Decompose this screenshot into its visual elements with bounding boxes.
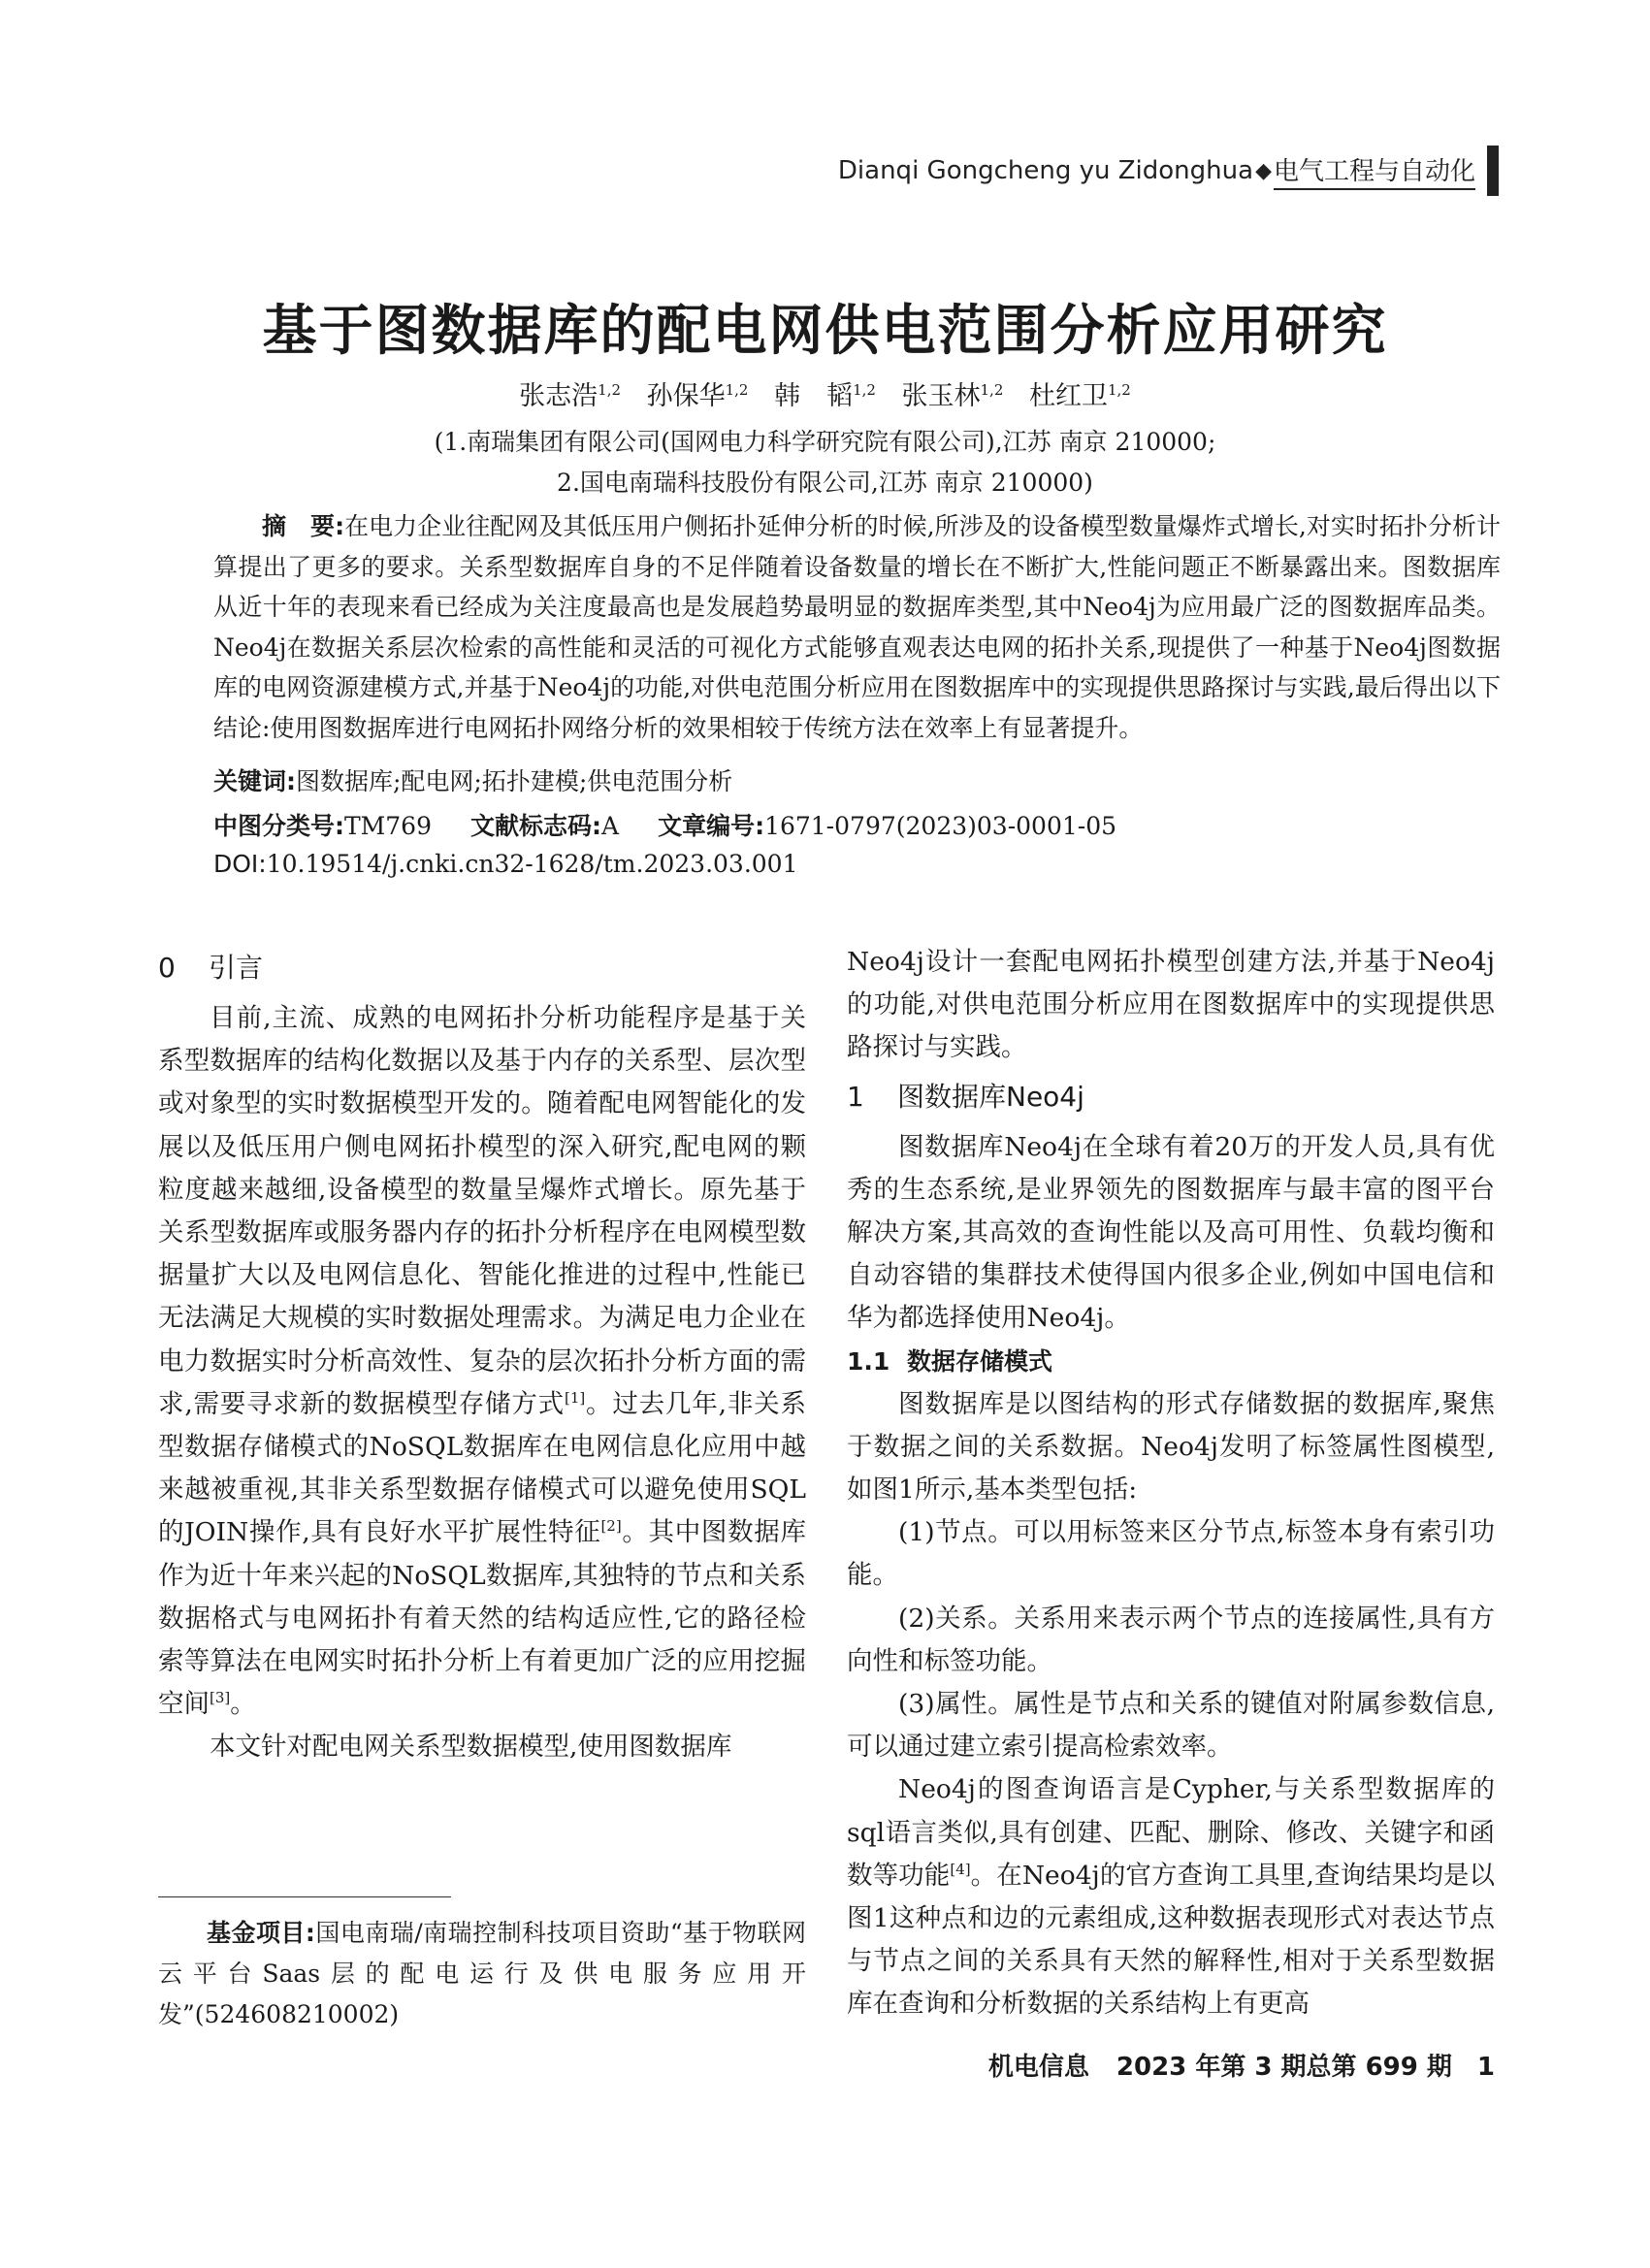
keywords (213, 762, 1501, 797)
subsection-heading-1-1: 1.1 数据存储模式 (847, 1346, 1053, 1376)
abstract-label: 摘 要: (262, 512, 345, 540)
footnote-rule (158, 1896, 451, 1897)
doi-label: DOI: (213, 850, 267, 878)
author: 张志浩$^{1,2}$ (519, 381, 622, 411)
journal-pinyin: Dianqi Gongcheng yu Zidonghua (837, 156, 1254, 185)
article-no-label: 文章编号: (658, 812, 765, 840)
clc-value: TM769 (344, 812, 432, 840)
citation: [3] (210, 1689, 231, 1707)
doc-code-value: A (601, 812, 620, 840)
author: 杜红卫$^{1,2}$ (1028, 381, 1131, 411)
citation: [2] (600, 1517, 622, 1536)
journal-name-cn: 电气工程与自动化 (1274, 151, 1475, 190)
paragraph: Neo4j的图查询语言是Cypher,与关系型数据库的sql语言类似,具有创建、匹配、删除、修改、关键字和函数等功能[4]。在Neo4j的官方查询工具里,查询结果均是以图1这种点和边的元素组成,这种数据表现形式对表达节点与节点之间的关系具有天然的解释性,相对于关系型数据库在查询和分析数据的关系结构上有更高 (847, 1774, 1496, 2020)
page-footer (988, 2047, 1495, 2083)
doi-line (213, 850, 1501, 878)
abstract (213, 506, 1501, 748)
author: 张玉林$^{1,2}$ (901, 381, 1004, 411)
list-item: (2)关系。关系用来表示两个节点的连接属性,具有方向性和标签功能。 (847, 1603, 1495, 1676)
doc-code-label: 文献标志码: (470, 812, 601, 840)
citation: [1] (564, 1389, 586, 1407)
footer-journal: 机电信息 (987, 2053, 1089, 2082)
footnote-label: 基金项目: (207, 1919, 315, 1947)
affiliation-1: (1.南瑞集团有限公司(国网电力科学研究院有限公司),江苏 南京 210000; (434, 428, 1216, 456)
running-header (838, 150, 1495, 191)
footer-issue: 2023 年第 3 期总第 699 期 (1116, 2053, 1452, 2082)
classification-line (213, 807, 1501, 842)
paragraph: Neo4j设计一套配电网拓扑模型创建方法,并基于Neo4j的功能,对供电范围分析应用在图数据库中的实现提供思路探讨与实践。 (847, 947, 1495, 1063)
clc-label: 中图分类号: (213, 812, 344, 840)
page-number: 1 (1476, 2053, 1495, 2082)
list-item: (3)属性。属性是节点和关系的键值对附属参数信息,可以通过建立索引提高检索效率。 (847, 1689, 1495, 1763)
funding-footnote (158, 1913, 806, 2035)
paragraph: 目前,主流、成熟的电网拓扑分析功能程序是基于关系型数据库的结构化数据以及基于内存的关系型、层次型或对象型的实时数据模型开发的。随着配电网智能化的发展以及低压用户侧电网拓扑模型的深入研究,配电网的颗粒度越来越细,设备模型的数量呈爆炸式增长。原先基于关系型数据库或服务器内存的拓扑分析程序在电网模型数据量扩大以及电网信息化、智能化推进的过程中,性能已无法满足大规模的实时数据处理需求。为满足电力企业在电力数据实时分析高效性、复杂的层次拓扑分析方面的需求,需要寻求新的数据模型存储方式[1]。过去几年,非关系型数据存储模式的NoSQL数据库在电网信息化应用中越来越被重视,其非关系型数据存储模式可以避免使用SQL的JOIN操作,具有良好水平扩展性特征[2]。其中图数据库作为近十年来兴起的NoSQL数据库,其独特的节点和关系数据格式与电网拓扑有着天然的结构适应性,它的路径检索等算法在电网实时拓扑分析上有着更加广泛的应用挖掘空间[3]。 (158, 1003, 806, 1720)
author: 孙保华$^{1,2}$ (646, 381, 749, 411)
section-heading-0: 0 引言 (158, 952, 264, 984)
keywords-label: 关键词: (213, 767, 296, 795)
paragraph: 图数据库是以图结构的形式存储数据的数据库,聚焦于数据之间的关系数据。Neo4j发明了标签属性图模型,如图1所示,基本类型包括: (847, 1388, 1495, 1506)
doi-value: 10.19514/j.cnki.cn32-1628/tm.2023.03.001 (266, 850, 798, 878)
citation: [4] (950, 1861, 971, 1879)
abstract-text: 在电力企业往配网及其低压用户侧拓扑延伸分析的时候,所涉及的设备模型数量爆炸式增长,对实时拓扑分析计算提出了更多的要求。关系型数据库自身的不足伴随着设备数量的增长在不断扩大,性能问题正不断暴露出来。图数据库从近十年的表现来看已经成为关注度最高也是发展趋势最明显的数据库类型,其中Neo4j为应用最广泛的图数据库品类。Neo4j在数据关系层次检索的高性能和灵活的可视化方式能够直观表达电网的拓扑关系,现提供了一种基于Neo4j图数据库的电网资源建模方式,并基于Neo4j的功能,对供电范围分析应用在图数据库中的实现提供思路探讨与实践,最后得出以下结论:使用图数据库进行电网拓扑网络分析的效果相较于传统方法在效率上有显著提升。 (213, 512, 1501, 742)
keywords-text: 图数据库;配电网;拓扑建模;供电范围分析 (296, 767, 733, 795)
paragraph: 图数据库Neo4j在全球有着20万的开发人员,具有优秀的生态系统,是业界领先的图数据库与最丰富的图平台解决方案,其高效的查询性能以及高可用性、负载均衡和自动容错的集群技术使得国内很多企业,例如中国电信和华为都选择使用Neo4j。 (847, 1131, 1495, 1334)
paper-title: 基于图数据库的配电网供电范围分析应用研究 (262, 299, 1388, 363)
paragraph: 本文针对配电网关系型数据模型,使用图数据库 (210, 1732, 732, 1763)
footnote-text: 国电南瑞/南瑞控制科技项目资助“基于物联网云平台Saas层的配电运行及供电服务应用开发”(524608210002) (158, 1919, 806, 2028)
article-no-value: 1671-0797(2023)03-0001-05 (764, 812, 1117, 840)
authors (0, 374, 1650, 412)
body-right-column (847, 941, 1495, 2026)
author: 韩 韬$^{1,2}$ (774, 381, 876, 411)
section-heading-1: 1 图数据库Neo4j (847, 1080, 1084, 1113)
affiliation-2: 2.国电南瑞科技股份有限公司,江苏 南京 210000) (557, 469, 1093, 497)
body-left-column (158, 941, 806, 1769)
diamond-icon: ◆ (1255, 158, 1272, 183)
list-item: (1)节点。可以用标签来区分节点,标签本身有索引功能。 (847, 1517, 1495, 1591)
